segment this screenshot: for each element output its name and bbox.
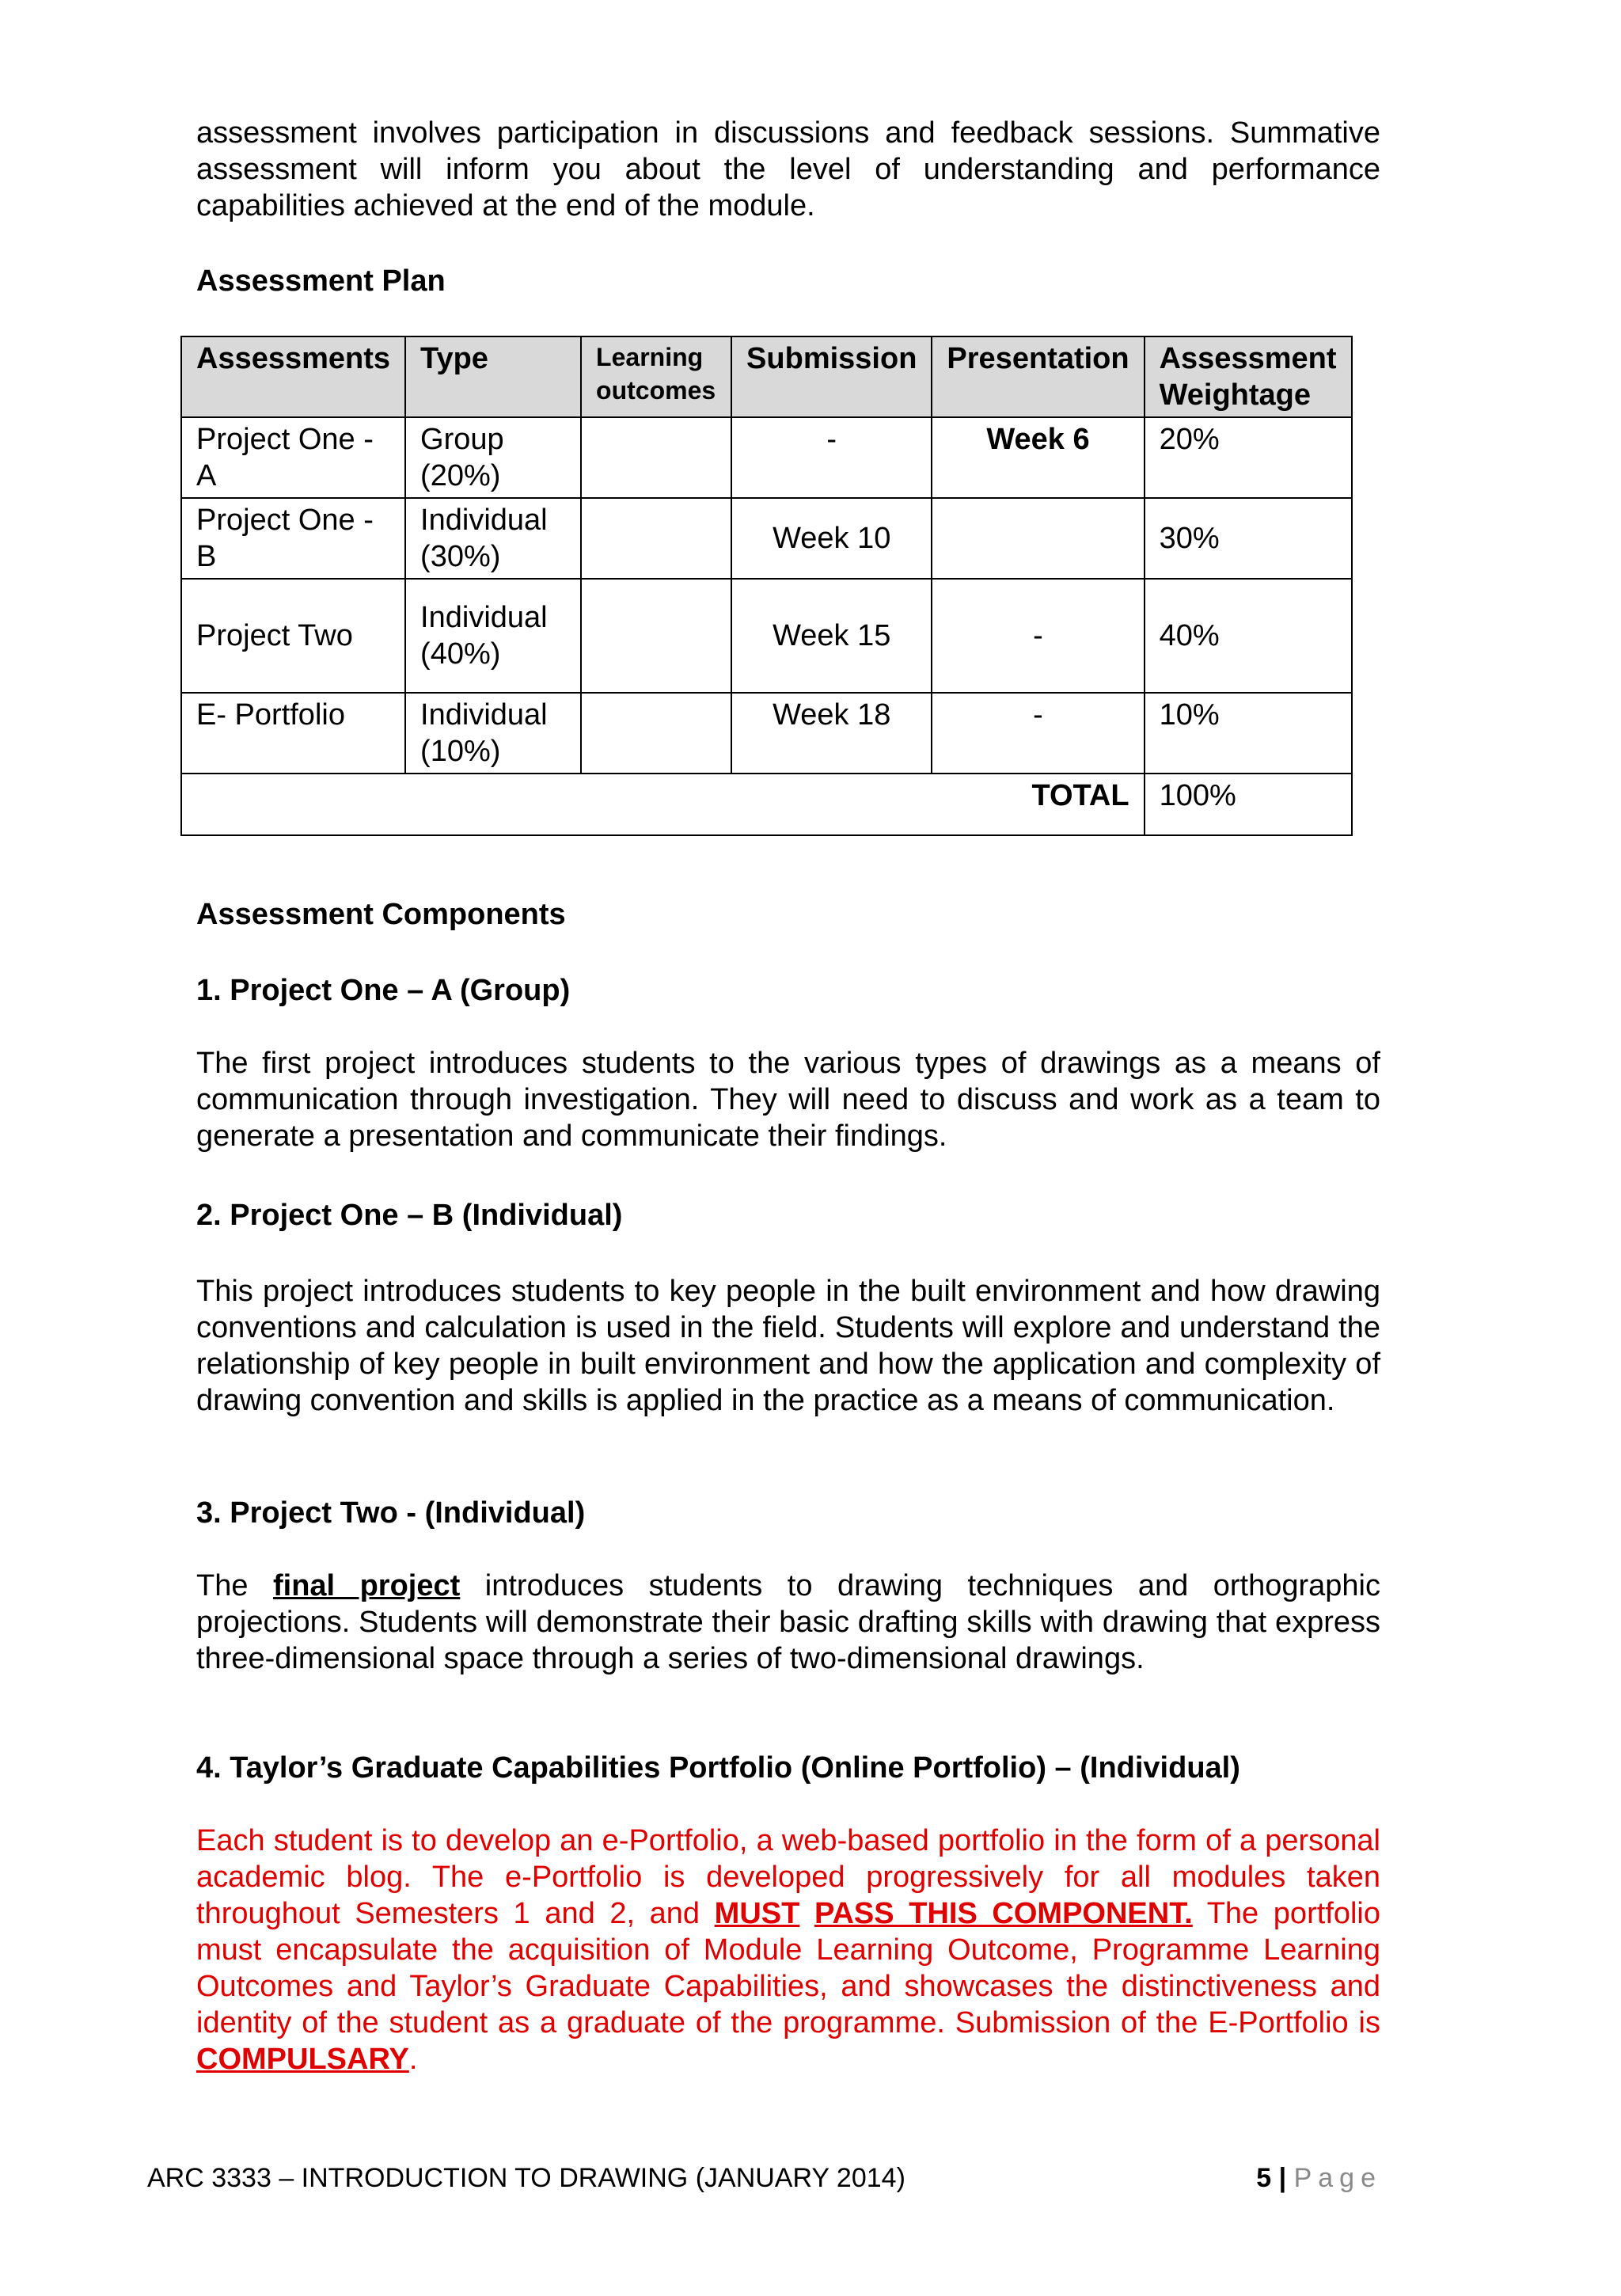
footer-separator: | — [1278, 2163, 1287, 2193]
cell-weightage: 30% — [1145, 498, 1352, 579]
component-1-text: The first project introduces students to the various types of drawings as a means of communication through investigation. They will need to discuss and work as a team to generate a presentation and communicate their findings. — [196, 1047, 1380, 1153]
component-4-text — [196, 1823, 1380, 2077]
table-header-row — [181, 336, 1352, 417]
intro-section — [196, 115, 1380, 224]
cell-type: Group (20%) — [405, 417, 581, 498]
table-row — [181, 693, 1352, 774]
table-row — [181, 579, 1352, 693]
final-project-emphasis: final project — [272, 1569, 461, 1602]
component-4-text-2: The portfolio must encapsulate the acquisition of Module Learning Outcome, Programme Learning Outcomes and Taylor’s Graduate Capabilities, and showcases the distinctiveness and identity of the student as a graduate of the programme. Submission of the E-Portfolio is — [196, 1897, 1380, 2039]
cell-type: Individual (10%) — [405, 693, 581, 774]
cell-assessment: Project One - A — [181, 417, 405, 498]
table-row — [181, 498, 1352, 579]
cell-presentation: - — [932, 579, 1144, 693]
intro-paragraph: assessment involves participation in discussions and feedback sessions. Summative assessment will inform you about the level of understanding and performance capabilities achieved at the end of the module. — [196, 116, 1380, 222]
component-4-text-1: Each student is to develop an e-Portfolio, a web-based portfolio in the form of a personal academic blog. The e-Portfolio is developed progressively for all modules taken throughout Semesters 1 and 2, and — [196, 1824, 1380, 1930]
header-type: Type — [405, 336, 581, 417]
table-total-row — [181, 774, 1352, 835]
footer-page-word: Page — [1293, 2163, 1382, 2193]
cell-outcomes — [581, 498, 731, 579]
component-3-title: 3. Project Two - (Individual) — [196, 1496, 586, 1530]
assessment-plan-table — [180, 336, 1353, 836]
component-3-text — [196, 1568, 1380, 1677]
components-section — [196, 896, 1380, 2077]
pass-component-emphasis: PASS THIS COMPONENT. — [814, 1897, 1193, 1930]
cell-presentation: Week 6 — [932, 417, 1144, 498]
component-4-title: 4. Taylor’s Graduate Capabilities Portfolio (Online Portfolio) – (Individual) — [196, 1751, 1240, 1785]
total-label: TOTAL — [181, 774, 1145, 835]
assessment-plan-section — [196, 263, 446, 299]
cell-weightage: 40% — [1145, 579, 1352, 693]
cell-weightage: 10% — [1145, 693, 1352, 774]
header-submission: Submission — [731, 336, 932, 417]
assessment-plan-heading: Assessment Plan — [196, 264, 446, 298]
header-assessments: Assessments — [181, 336, 405, 417]
cell-outcomes — [581, 693, 731, 774]
component-4-text-3: . — [408, 2043, 418, 2076]
components-heading: Assessment Components — [196, 898, 566, 931]
cell-weightage: 20% — [1145, 417, 1352, 498]
compulsary-emphasis: COMPULSARY — [196, 2043, 409, 2076]
cell-submission: Week 10 — [731, 498, 932, 579]
page-footer — [147, 2163, 1382, 2194]
cell-assessment: E- Portfolio — [181, 693, 405, 774]
component-3-text-before: The — [196, 1569, 273, 1602]
cell-presentation — [932, 498, 1144, 579]
cell-outcomes — [581, 579, 731, 693]
cell-assessment: Project Two — [181, 579, 405, 693]
cell-outcomes — [581, 417, 731, 498]
cell-type: Individual (40%) — [405, 579, 581, 693]
cell-type: Individual (30%) — [405, 498, 581, 579]
must-emphasis: MUST — [714, 1897, 800, 1930]
header-presentation: Presentation — [932, 336, 1144, 417]
cell-submission: - — [731, 417, 932, 498]
component-2-text: This project introduces students to key people in the built environment and how drawing conventions and calculation is used in the field. Students will explore and understand the relationship of key people in built environment and how the application and complexity of drawing convention and skills is applied in the practice as a means of communication. — [196, 1275, 1380, 1417]
cell-submission: Week 15 — [731, 579, 932, 693]
footer-page-indicator — [1256, 2163, 1382, 2194]
header-learning-outcomes: Learning outcomes — [581, 336, 731, 417]
component-1-title: 1. Project One – A (Group) — [196, 974, 571, 1007]
cell-assessment: Project One - B — [181, 498, 405, 579]
header-weightage: Assessment Weightage — [1145, 336, 1352, 417]
footer-page-number: 5 — [1256, 2163, 1272, 2193]
total-value: 100% — [1145, 774, 1352, 835]
table-row — [181, 417, 1352, 498]
component-3-text-after: introduces students to drawing techniques and orthographic projections. Students will demonstrate their basic drafting skills with drawing that express three-dimensional space through a series of two-dimensional drawings. — [196, 1569, 1380, 1675]
footer-course-title: ARC 3333 – INTRODUCTION TO DRAWING (JANUARY 2014) — [147, 2163, 905, 2193]
cell-presentation: - — [932, 693, 1144, 774]
component-2-title: 2. Project One – B (Individual) — [196, 1199, 623, 1232]
cell-submission: Week 18 — [731, 693, 932, 774]
